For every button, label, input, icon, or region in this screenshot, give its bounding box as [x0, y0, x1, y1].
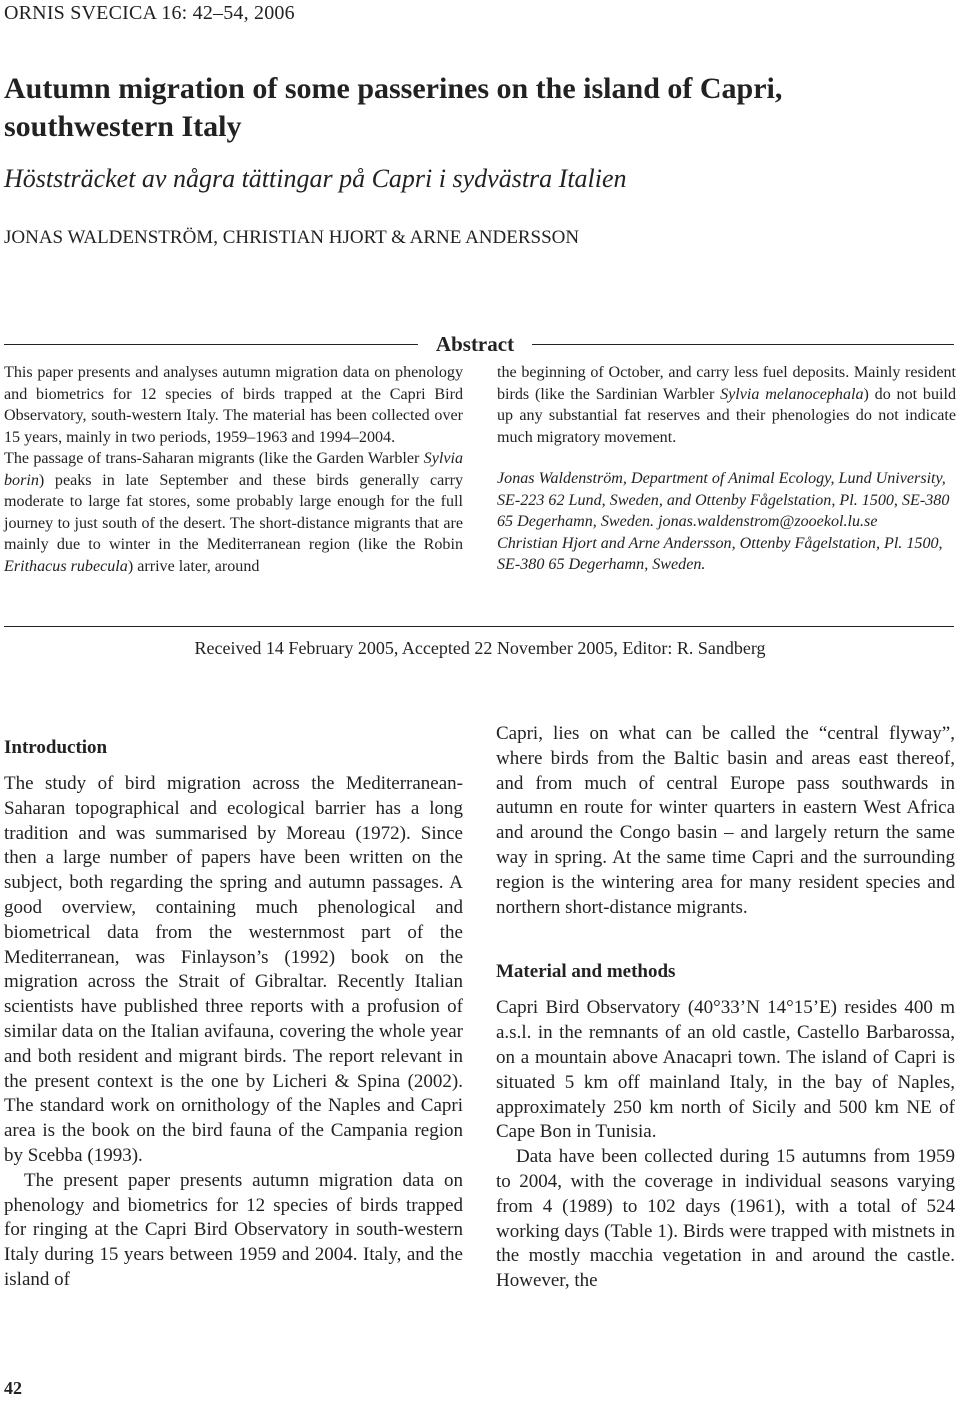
abstract-text: ) peaks in late September and these birds generally carry moderate to large fat stores, some probably large enough for the full journey to just south of the desert. The short-distance migrants that are mainly due to winter in the Mediterranean region (like the Robin: [4, 471, 463, 553]
swedish-subtitle: Höststräcket av några tättingar på Capri i sydvästra Italien: [4, 164, 627, 193]
author-list: JONAS WALDENSTRÖM, CHRISTIAN HJORT & ARNE ANDERSSON: [4, 227, 580, 248]
species-name: Sylvia borin: [4, 450, 463, 489]
introduction-paragraph-3: Capri, lies on what can be called the “central flyway”, where birds from the Baltic basin and areas east thereof, and from much of central Europe pass southwards in autumn en route for winter quarters in eastern West Africa and around the Congo basin – and largely return the same way in spring. At the same time Capri and the surrounding region is the wintering area for many resident species and northern short-distance migrants.: [496, 723, 955, 918]
abstract-text: The passage of trans-Saharan migrants (like the Garden Warbler: [4, 450, 424, 467]
body-column-left: [4, 736, 463, 1293]
introduction-paragraph-2: The present paper presents autumn migration data on phenology and biometrics for 12 species of birds trapped for ringing at the Capri Bird Observatory in south-western Italy during 15 years between 1959 and 2004. Italy, and the island of: [4, 1169, 463, 1290]
methods-heading: Material and methods: [496, 961, 676, 983]
abstract-rule-right: [532, 344, 954, 345]
abstract-paragraph-2: [4, 448, 463, 577]
author-affiliation-2: Christian Hjort and Arne Andersson, Ottenby Fågelstation, Pl. 1500, SE-380 65 Degerhamn, Sweden.: [497, 534, 943, 573]
article-title-line-1: Autumn migration of some passerines on the island of Capri,: [4, 72, 783, 105]
body-column-right: [496, 722, 955, 1294]
introduction-heading: Introduction: [4, 737, 108, 758]
abstract-column-right: [497, 362, 956, 576]
received-line: Received 14 February 2005, Accepted 22 November 2005, Editor: R. Sandberg: [194, 638, 766, 658]
methods-paragraph-2: Data have been collected during 15 autumns from 1959 to 2004, with the coverage in individual seasons varying from 4 (1989) to 102 days (1961), with a total of 524 working days (Table 1). Birds were trapped with mistnets in the mostly macchia vegetation in and around the castle. However, the: [496, 1146, 955, 1292]
page-number: 42: [4, 1378, 22, 1398]
abstract-heading: Abstract: [435, 332, 515, 356]
journal-citation: ORNIS SVECICA 16: 42–54, 2006: [4, 2, 295, 24]
abstract-rule-left: [4, 344, 418, 345]
abstract-text: the beginning of October, and carry less fuel deposits. Mainly resident birds (like the Sardinian Warbler: [497, 364, 956, 403]
abstract-text: ) do not build up any substantial fat reserves and their phenologies do not indicate much migratory movement.: [497, 385, 956, 446]
species-name: Erithacus rubecula: [4, 557, 128, 575]
author-affiliation-1: Jonas Waldenström, Department of Animal Ecology, Lund University, SE-223 62 Lund, Sweden, and Ottenby Fågelstation, Pl. 1500, SE-380 65 Degerhamn, Sweden. jonas.waldenstrom@zooekol.lu.se: [497, 470, 950, 530]
introduction-paragraph-1: The study of bird migration across the Mediterranean-Saharan topographical and ecological barrier has a long tradition and was summarised by Moreau (1972). Since then a large number of papers have been written on the subject, both regarding the spring and autumn passages. A good overview, containing much phenological and biometrical data from the westernmost part of the Mediterranean, was Finlayson’s (1992) book on the migration across the Strait of Gibraltar. Recently Italian scientists have published three reports with a profusion of similar data on the Italian avifauna, covering the whole year and both resident and migrant birds. The report relevant in the present context is the one by Licheri & Spina (2002). The standard work on ornithology of the Naples and Capri area is the book on the bird fauna of the Campania region by Scebba (1993).: [4, 773, 463, 1166]
abstract-paragraph-1: This paper presents and analyses autumn migration data on phenology and biometrics for 12 species of birds trapped at the Capri Bird Observatory, south-western Italy. The material has been collected over 15 years, mainly in two periods, 1959–1963 and 1994–2004.: [4, 364, 463, 446]
species-name: Sylvia melanocephala: [720, 385, 864, 403]
abstract-text: ) arrive later, around: [127, 557, 260, 575]
article-title: [4, 70, 954, 146]
article-title-line-2: southwestern Italy: [4, 110, 242, 143]
abstract-paragraph-3: [497, 362, 956, 448]
abstract-bottom-rule: [4, 626, 954, 627]
methods-paragraph-1: Capri Bird Observatory (40°33’N 14°15’E) resides 400 m a.s.l. in the remnants of an old castle, Castello Barbarossa, on a mountain above Anacapri town. The island of Capri is situated 5 km off mainland Italy, in the bay of Naples, approximately 250 km north of Sicily and 500 km NE of Cape Bon in Tunisia.: [496, 997, 955, 1143]
abstract-column-left: [4, 362, 463, 577]
